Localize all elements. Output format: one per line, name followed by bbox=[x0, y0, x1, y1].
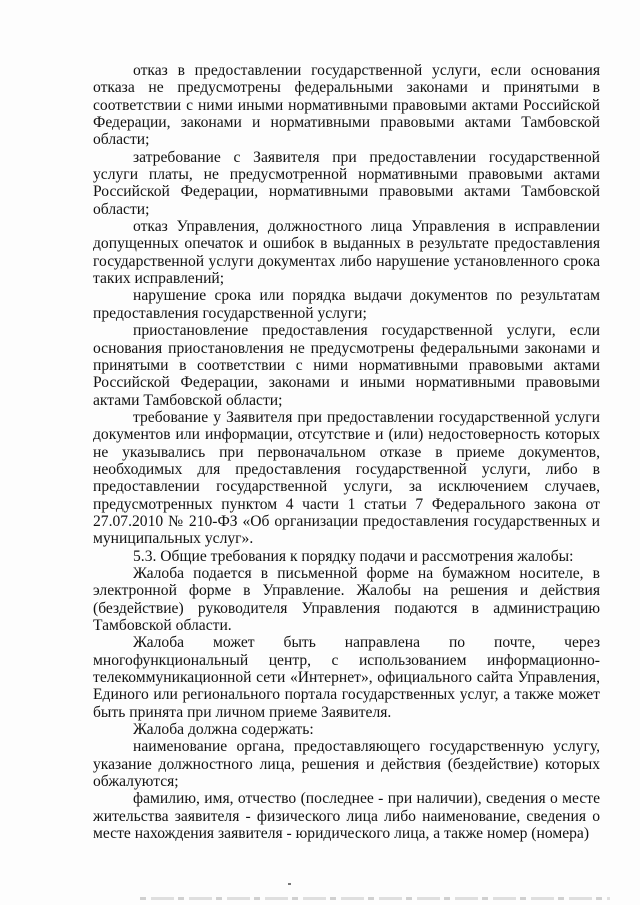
scan-artifact-dot bbox=[288, 883, 291, 885]
paragraph-applicant-details: фамилию, имя, отчество (последнее - при наличии), сведения о месте жительства заявителя - физического лица либо наименование, сведения о месте нахождения заявителя - юридического лица, а также номер (номера) bbox=[93, 790, 600, 843]
paragraph-fee-demand: затребование с Заявителя при предоставлении государственной услуги платы, не предусмотренной нормативными правовыми актами Российской Федерации, нормативными правовыми актами Тамбовской области; bbox=[93, 148, 600, 218]
document-body bbox=[93, 62, 600, 842]
paragraph-authority-name: наименование органа, предоставляющего государственную услугу, указание должностного лица, решения и действия (бездействие) которых обжалуются; bbox=[93, 738, 600, 791]
paragraph-deadline-violation: нарушение срока или порядка выдачи документов по результатам предоставления государственной услуги; bbox=[93, 287, 600, 322]
paragraph-complaint-contents-intro: Жалоба должна содержать: bbox=[133, 721, 314, 739]
paragraph-document-demand: требование у Заявителя при предоставлении государственной услуги документов или информации, отсутствие и (или) недостоверность которых не указывались при первоначальном отказе в приеме документов, необходимых для предоставления государственной услуги, либо в предоставлении государственной услуги, за исключением случаев, предусмотренных пунктом 4 части 1 статьи 7 Федерального закона от 27.07.2010 № 210-ФЗ «Об организации предоставления государственных и муниципальных услуг». bbox=[93, 408, 600, 548]
paragraph-suspension: приостановление предоставления государственной услуги, если основания приостановления не предусмотрены федеральными законами и принятыми в соответствии с ними нормативными правовыми актами Российской Федерации, законами и иными нормативными правовыми актами Тамбовской области; bbox=[93, 322, 600, 409]
scan-artifact-edge bbox=[140, 897, 610, 900]
paragraph-complaint-form: Жалоба подается в письменной форме на бумажном носителе, в электронной форме в Управление. Жалобы на решения и действия (бездействие) руководителя Управления подаются в администрацию Тамбовской области. bbox=[93, 564, 600, 634]
paragraph-refusal-service: отказ в предоставлении государственной услуги, если основания отказа не предусмотрены федеральными законами и принятыми в соответствии с ними иными нормативными правовыми актами Российской Федерации, законами и нормативными правовыми актами Тамбовской области; bbox=[93, 62, 600, 149]
paragraph-complaint-channels: Жалоба может быть направлена по почте, через многофункциональный центр, с использованием информационно-телекоммуникационной сети «Интернет», официального сайта Управления, Единого или регионального портала государственных услуг, а также может быть принята при личном приеме Заявителя. bbox=[93, 634, 600, 721]
section-heading-5-3: 5.3. Общие требования к порядку подачи и рассмотрения жалобы: bbox=[133, 547, 574, 565]
paragraph-correction-refusal: отказ Управления, должностного лица Управления в исправлении допущенных опечаток и ошибок в выданных в результате предоставления государственной услуги документах либо нарушение установленного срока таких исправлений; bbox=[93, 218, 600, 288]
